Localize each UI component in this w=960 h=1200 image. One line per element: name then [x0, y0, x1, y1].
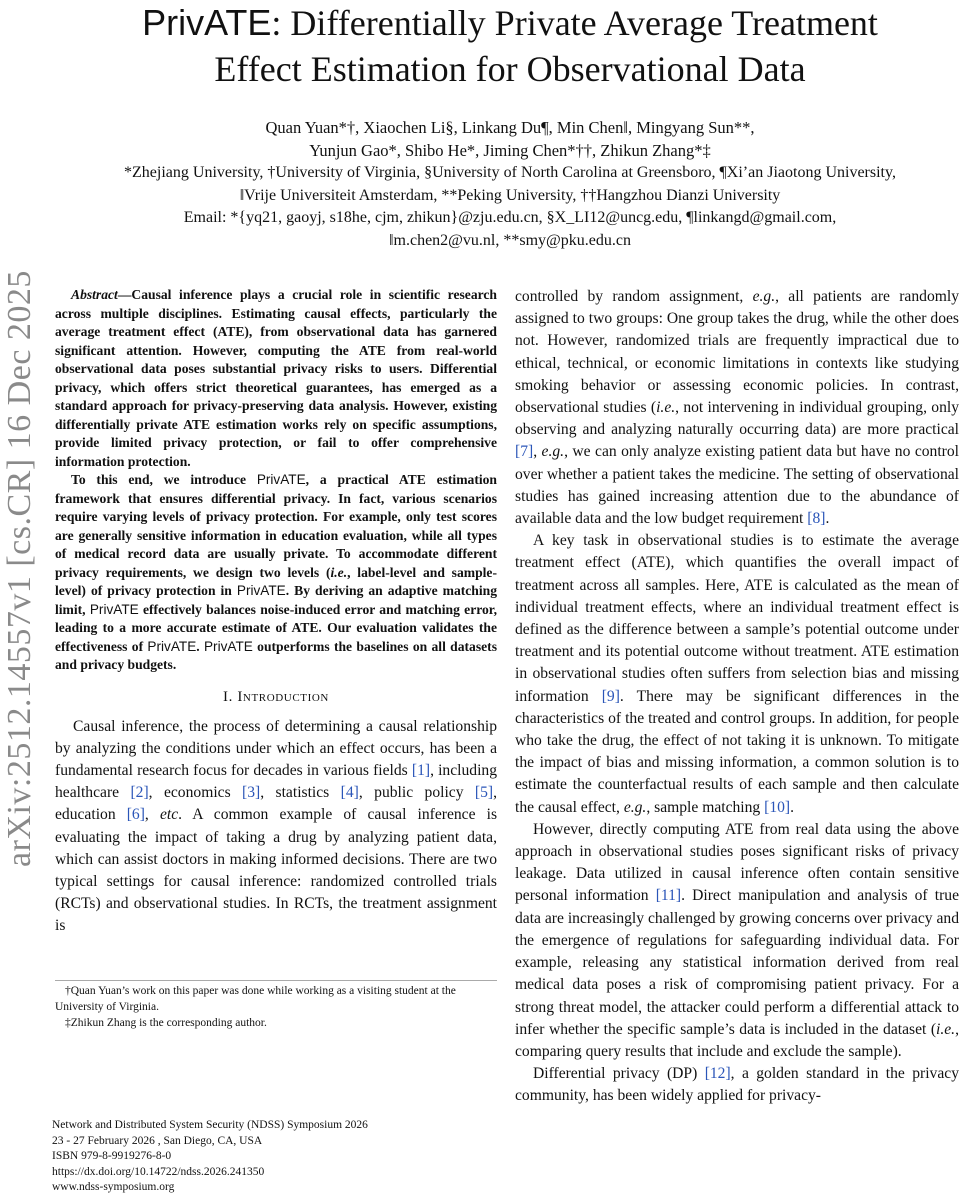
body-text: , economics: [148, 784, 243, 802]
affiliation-line-2: ‖Vrije Universiteit Amsterdam, **Peking University, ††Hangzhou Dianzi University: [239, 186, 781, 204]
body-text: Causal inference, the process of determining a causal relationship by analyzing the conditions under which an effect occurs, has been a fundamental research focus for decades in various fields: [55, 717, 497, 779]
venue-doi[interactable]: https://dx.doi.org/10.14722/ndss.2026.241350: [52, 1165, 265, 1178]
abstract-text: , a practical ATE estimation framework that ensures differential privacy. In fact, various scenarios require varying levels of privacy protection. For example, only test scores are generally sensitive information in education evaluation, while all types of medical record data are usually private. To accommodate different privacy requirements, we design two levels (: [55, 472, 497, 580]
system-name: PrivATE: [203, 638, 253, 654]
abstract-paragraph-2: [55, 471, 497, 675]
body-text: i.e.: [936, 1020, 956, 1038]
abstract-text-1: —Causal inference plays a crucial role in scientific research across multiple disciplines. Estimating causal effects, particularly the average treatment effect (ATE), from observational data has garnered significant attention. However, computing the ATE from real-world observational data poses substantial privacy risks to users. Differential privacy, which offers strict theoretical guarantees, has emerged as a standard approach for privacy-preserving data analysis. However, existing differentially private ATE estimation works rely on specific assumptions, provide limited privacy protection, or fail to offer comprehensive information protection.: [55, 287, 497, 469]
abstract-text: effectively balances noise-induced error and matching error, leading to a more accurate estimate of ATE. Our evaluation validates the effectiveness of: [55, 601, 497, 654]
body-text: e.g.: [623, 798, 647, 816]
body-text: , comparing query results that include and exclude the sample).: [515, 1020, 959, 1060]
body-text: A key task in observational studies is to estimate the average treatment effect (ATE), which quantifies the overall impact of treatment across all samples. Here, ATE is calculated as the mean of individual treatment effects, where an individual treatment effect is defined as the difference between a sample’s potential outcome under treatment and its potential outcome without treatment. ATE estimation in observational studies often suffers from selection bias and missing information: [515, 532, 959, 705]
body-text: , sample matching: [646, 798, 765, 816]
title-rest: : Differentially Private Average Treatment: [271, 3, 878, 43]
citation-link[interactable]: [7]: [515, 443, 534, 461]
right-column: [515, 286, 959, 1108]
body-text: i.e.: [656, 399, 676, 417]
citation-link[interactable]: [2]: [130, 784, 149, 802]
body-text: , not intervening in individual grouping, only observing and analyzing naturally occurring data) are more practical: [515, 399, 959, 439]
author-list: [60, 116, 960, 162]
intro-paragraph-4: [515, 819, 959, 1063]
citation-link[interactable]: [9]: [601, 687, 620, 705]
body-text: controlled by random assignment,: [515, 288, 753, 305]
body-text: . A common example of causal inference is evaluating the impact of taking a drug by analyzing patient data, which can assist doctors in making informed decisions. There are two typical settings for causal inference: randomized controlled trials (RCTs) and observational studies. In RCTs, the treatment assignment is: [55, 806, 498, 935]
body-text: , public policy: [358, 784, 475, 802]
body-text: . Direct manipulation and analysis of true data are increasingly challenged by growing concerns over privacy and the emergence of regulations for safeguarding individual data. For example, releasing any statistical information derived from real medical data poses a risk of compromising patient privacy. For a strong threat model, the attacker could perform a differential attack to infer whether the specific sample’s data is included in the dataset (: [515, 887, 959, 1038]
affiliation-line-1: *Zhejiang University, †University of Virginia, §University of North Carolina at Greensboro, ¶Xi’an Jiaotong University,: [124, 164, 896, 181]
citation-link[interactable]: [8]: [807, 510, 826, 528]
left-column: [55, 286, 497, 938]
affiliations: [60, 162, 960, 252]
body-text: , all patients are randomly assigned to two groups: One group takes the drug, while the other does not. However, randomized trials are frequently impractical due to ethical, technical, or economic limitations in contexts like studying smoking behavior or assessing economic policies. In contrast, observational studies (: [515, 288, 959, 417]
body-text: .: [790, 798, 795, 816]
section-heading-introduction: [55, 689, 497, 706]
abstract-paragraph-1: [55, 286, 497, 471]
system-name: PrivATE: [236, 583, 286, 598]
body-text: , including healthcare: [55, 761, 497, 802]
body-text: , we can only analyze existing patient data but have no control over whether a patient takes the medicine. The setting of observational studies has gained increasing attention due to the abundance of available data and the low budget requirement: [515, 443, 959, 528]
citation-link[interactable]: [4]: [340, 784, 359, 802]
citation-link[interactable]: [10]: [764, 798, 791, 816]
abstract-label: Abstract: [71, 287, 118, 302]
title-line-2: Effect Estimation for Observational Data: [214, 49, 806, 89]
body-text: ,: [144, 806, 160, 824]
system-name: PrivATE: [147, 638, 197, 654]
footnotes: [55, 980, 497, 1031]
body-text: .: [825, 510, 830, 528]
body-text: etc: [159, 806, 179, 824]
body-text: However, directly computing ATE from real data using the above approach in observational studies poses significant risks of privacy leakage. Data utilized in causal inference often contain sensitive personal information: [515, 820, 959, 905]
abstract-text: . By deriving an adaptive matching limit,: [55, 583, 497, 617]
intro-paragraph-5: [515, 1063, 959, 1107]
body-text: , education: [55, 784, 497, 824]
body-text: e.g.: [541, 443, 565, 461]
body-text: Differential privacy (DP): [533, 1065, 705, 1083]
body-text: , statistics: [260, 784, 341, 802]
title-line-1: [60, 0, 960, 46]
intro-paragraph-2: [515, 286, 959, 530]
footnote-visiting-student: †Quan Yuan’s work on this paper was done while working as a visiting student at the University of Virginia.: [55, 985, 456, 1013]
body-text: . There may be significant differences in the characteristics of the treated and control groups. In addition, for people who take the drug, the effect of not taking it is unknown. To mitigate the impact of bias and missing information, a common solution is to estimate the counterfactual results of each sample and then calculate the causal effect,: [515, 687, 959, 816]
venue-isbn: ISBN 979-8-9919276-8-0: [52, 1150, 172, 1163]
citation-link[interactable]: [11]: [655, 887, 682, 905]
citation-link[interactable]: [6]: [126, 806, 145, 824]
citation-link[interactable]: [3]: [242, 784, 261, 802]
intro-paragraph-3: [515, 530, 959, 819]
section-title: Introduction: [237, 688, 329, 705]
system-name: PrivATE: [256, 472, 306, 487]
email-line-2: ‖m.chen2@vu.nl, **smy@pku.edu.cn: [389, 231, 631, 249]
venue-info: [52, 1118, 497, 1196]
citation-link[interactable]: [1]: [411, 761, 431, 779]
email-line-1: Email: *{yq21, gaoyj, s18he, cjm, zhikun}@zju.edu.cn, §X_LI12@uncg.edu, ¶linkangd@gmail.com,: [183, 209, 837, 226]
system-name: PrivATE: [89, 601, 139, 617]
author-line-1: Quan Yuan*†, Xiaochen Li§, Linkang Du¶, Min Chen‖, Mingyang Sun**,: [265, 118, 755, 137]
abstract-text: outperforms the baselines on all datasets and privacy budgets.: [55, 638, 497, 672]
venue-name: Network and Distributed System Security (NDSS) Symposium 2026: [52, 1119, 368, 1131]
section-number: I.: [223, 688, 233, 705]
intro-paragraph-1: [55, 716, 497, 938]
author-line-2: Yunjun Gao*, Shibo He*, Jiming Chen*††, Zhikun Zhang*‡: [309, 141, 711, 160]
title-system-name: PrivATE: [142, 2, 272, 43]
body-text: ,: [533, 443, 542, 461]
citation-link[interactable]: [5]: [474, 784, 494, 802]
body-text: e.g.: [752, 288, 776, 305]
footnote-corresponding-author: ‡Zhikun Zhang is the corresponding author.: [65, 1017, 267, 1029]
abstract-text: To this end, we introduce: [71, 472, 257, 487]
arxiv-identifier: arXiv:2512.14557v1 [cs.CR] 16 Dec 2025: [1, 270, 38, 867]
citation-link[interactable]: [12]: [704, 1065, 731, 1083]
abstract-text: i.e.: [330, 564, 348, 580]
venue-dates: 23 - 27 February 2026 , San Diego, CA, USA: [52, 1134, 263, 1147]
paper-title: [60, 0, 960, 92]
abstract-text: .: [196, 638, 204, 654]
venue-website[interactable]: www.ndss-symposium.org: [52, 1181, 175, 1194]
body-text: , a golden standard in the privacy community, has been widely applied for privacy-: [515, 1065, 959, 1105]
abstract-text: , label-level and sample-level) of privacy protection in: [55, 564, 497, 598]
